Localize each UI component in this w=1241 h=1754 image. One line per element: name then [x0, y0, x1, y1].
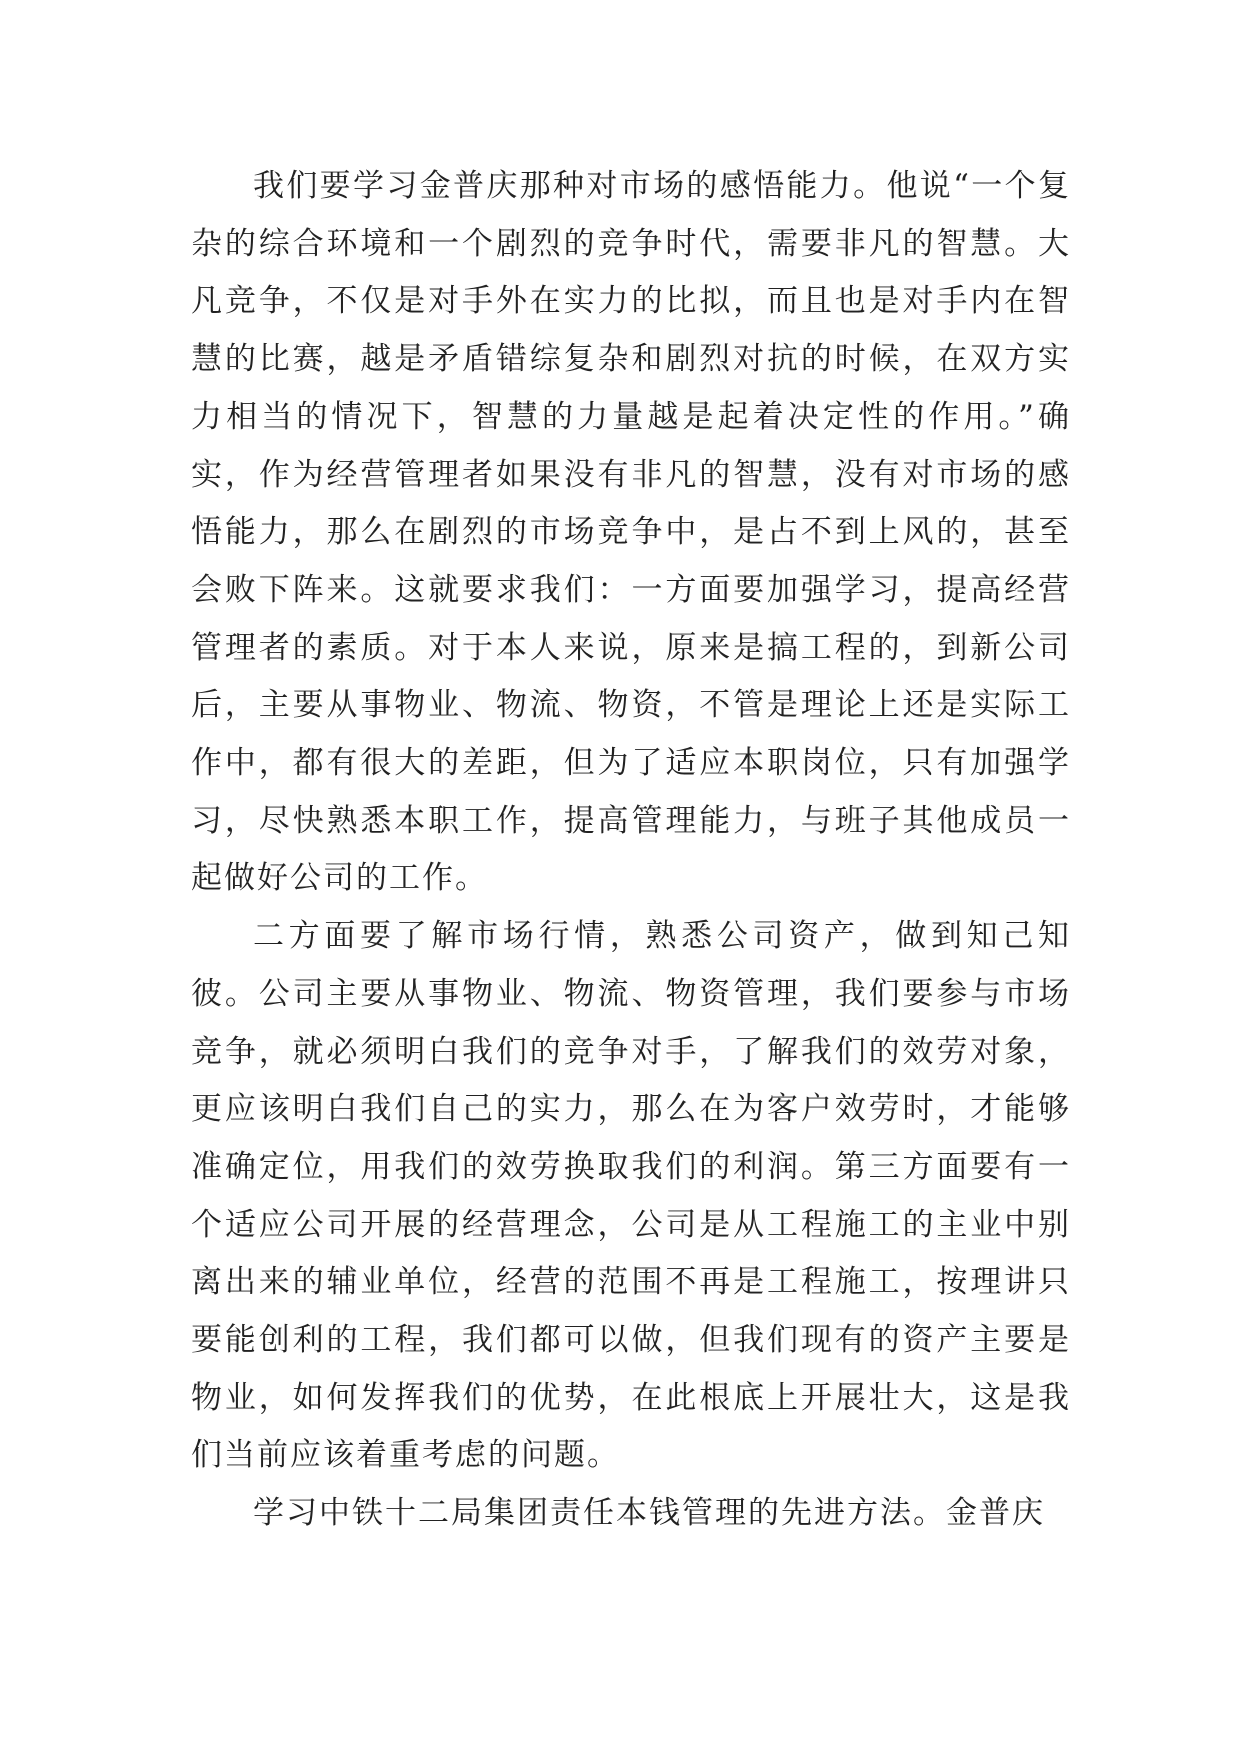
paragraph-cost-management: 学习中铁十二局集团责任本钱管理的先进方法。金普庆 [253, 1495, 1045, 1532]
paragraph-market-insight: 我们要学习金普庆那种对市场的感悟能力。他说“一个复杂的综合环境和一个剧烈的竞争时代，需要非凡的智慧。大凡竞争，不仅是对手外在实力的比拟，而且也是对手内在智慧的比赛，越是矛盾错综复杂和剧烈对抗的时候，在双方实力相当的情况下，智慧的力量越是起着决定性的作用。”确实，作为经营管理者如果没有非凡的智慧，没有对市场的感悟能力，那么在剧烈的市场竞争中，是占不到上风的，甚至会败下阵来。这就要求我们：一方面要加强学习，提高经营管理者的素质。对于本人来说，原来是搞工程的，到新公司后，主要从事物业、物流、物资，不管是理论上还是实际工作中，都有很大的差距，但为了适应本职岗位，只有加强学习，尽快熟悉本职工作，提高管理能力，与班子其他成员一起做好公司的工作。 [191, 168, 1071, 897]
document-body [191, 158, 1071, 1543]
paragraph-market-knowledge: 二方面要了解市场行情，熟悉公司资产，做到知己知彼。公司主要从事物业、物流、物资管理，我们要参与市场竞争，就必须明白我们的竞争对手，了解我们的效劳对象，更应该明白我们自己的实力，那么在为客户效劳时，才能够准确定位，用我们的效劳换取我们的利润。第三方面要有一个适应公司开展的经营理念，公司是从工程施工的主业中别离出来的辅业单位，经营的范围不再是工程施工，按理讲只要能创利的工程，我们都可以做，但我们现有的资产主要是物业，如何发挥我们的优势，在此根底上开展壮大，这是我们当前应该着重考虑的问题。 [191, 918, 1071, 1474]
